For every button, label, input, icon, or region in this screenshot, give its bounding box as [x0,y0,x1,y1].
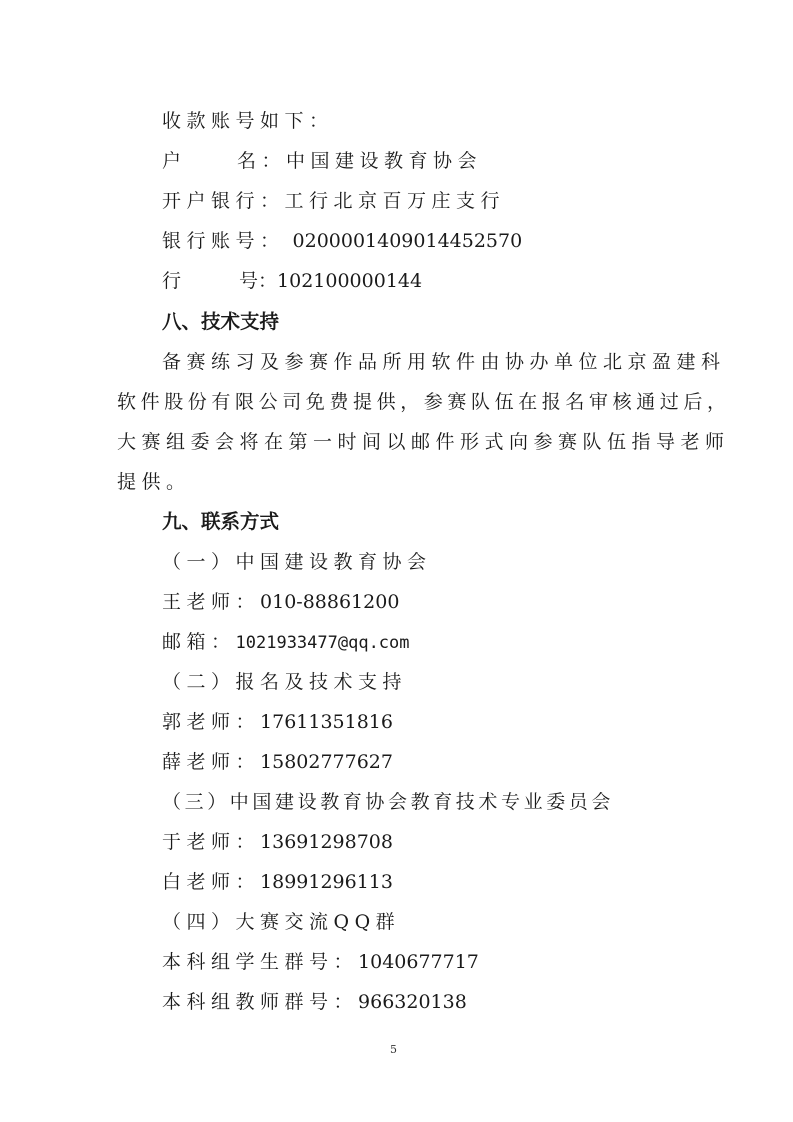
payment-intro: 收款账号如下： [162,110,334,132]
section-8-para-line-1: 备赛练习及参赛作品所用软件由协办单位北京盈建科 [162,351,726,373]
account-number-line [162,228,522,254]
group-1-title: （一）中国建设教育协会 [162,551,432,573]
group-3-contact-1-label: 于老师： [162,831,261,853]
group-3-title: （三）中国建设教育协会教育技术专业委员会 [162,791,615,813]
section-8-para-line-3: 大赛组委会将在第一时间以邮件形式向参赛队伍指导老师 [117,431,730,453]
account-name-value: 中国建设教育协会 [286,150,483,172]
group-4-teacher-value: 966320138 [358,991,467,1013]
group-4-title: （四）大赛交流QQ群 [162,911,401,933]
group-1-teacher-line [162,589,399,615]
group-3-contact-2-line [162,869,393,895]
account-name-line [162,148,482,174]
group-1-email-value: 1021933477@qq.com [235,633,410,653]
group-4-teacher-line [162,989,467,1015]
group-2-title: （二）报名及技术支持 [162,671,408,693]
group-1-teacher-phone: 010-88861200 [260,591,400,613]
account-number-label: 银行账号： [162,230,285,252]
group-2-contact-2-line [162,749,393,775]
group-2-contact-2-label: 薛老师： [162,751,261,773]
section-8-para-line-4: 提供。 [117,471,191,493]
bank-value: 工行北京百万庄支行 [284,190,506,212]
group-2-contact-1-line [162,709,393,735]
group-2-contact-2-phone: 15802777627 [260,751,393,773]
group-3-contact-1-phone: 13691298708 [260,831,393,853]
account-number-value: 0200001409014452570 [292,230,523,252]
section-8-para-line-2: 软件股份有限公司免费提供，参赛队伍在报名审核通过后， [117,391,731,413]
group-1-teacher-label: 王老师： [162,591,261,613]
section-8-heading: 八、技术支持 [162,310,280,333]
section-9-heading: 九、联系方式 [162,510,280,533]
group-1-email-label: 邮箱： [162,631,236,653]
group-4-student-label: 本科组学生群号： [162,951,359,973]
group-4-teacher-label: 本科组教师群号： [162,991,359,1013]
group-4-student-line [162,949,479,975]
account-name-label-a: 户 [162,150,182,172]
bank-code-value: 102100000144 [277,270,423,292]
group-2-contact-1-label: 郭老师： [162,711,261,733]
group-3-contact-1-line [162,829,393,855]
bank-label: 开户银行： [162,190,285,212]
bank-code-label-b: 号： [239,270,278,292]
bank-code-label-a: 行 [162,270,182,292]
bank-code-line [162,268,422,294]
group-4-student-value: 1040677717 [358,951,479,973]
bank-line [162,188,505,214]
page-number: 5 [390,1043,397,1056]
group-3-contact-2-phone: 18991296113 [260,871,393,893]
account-name-label-b: 名： [237,150,287,172]
group-2-contact-1-phone: 17611351816 [260,711,393,733]
group-1-email-line [162,629,410,656]
group-3-contact-2-label: 白老师： [162,871,261,893]
